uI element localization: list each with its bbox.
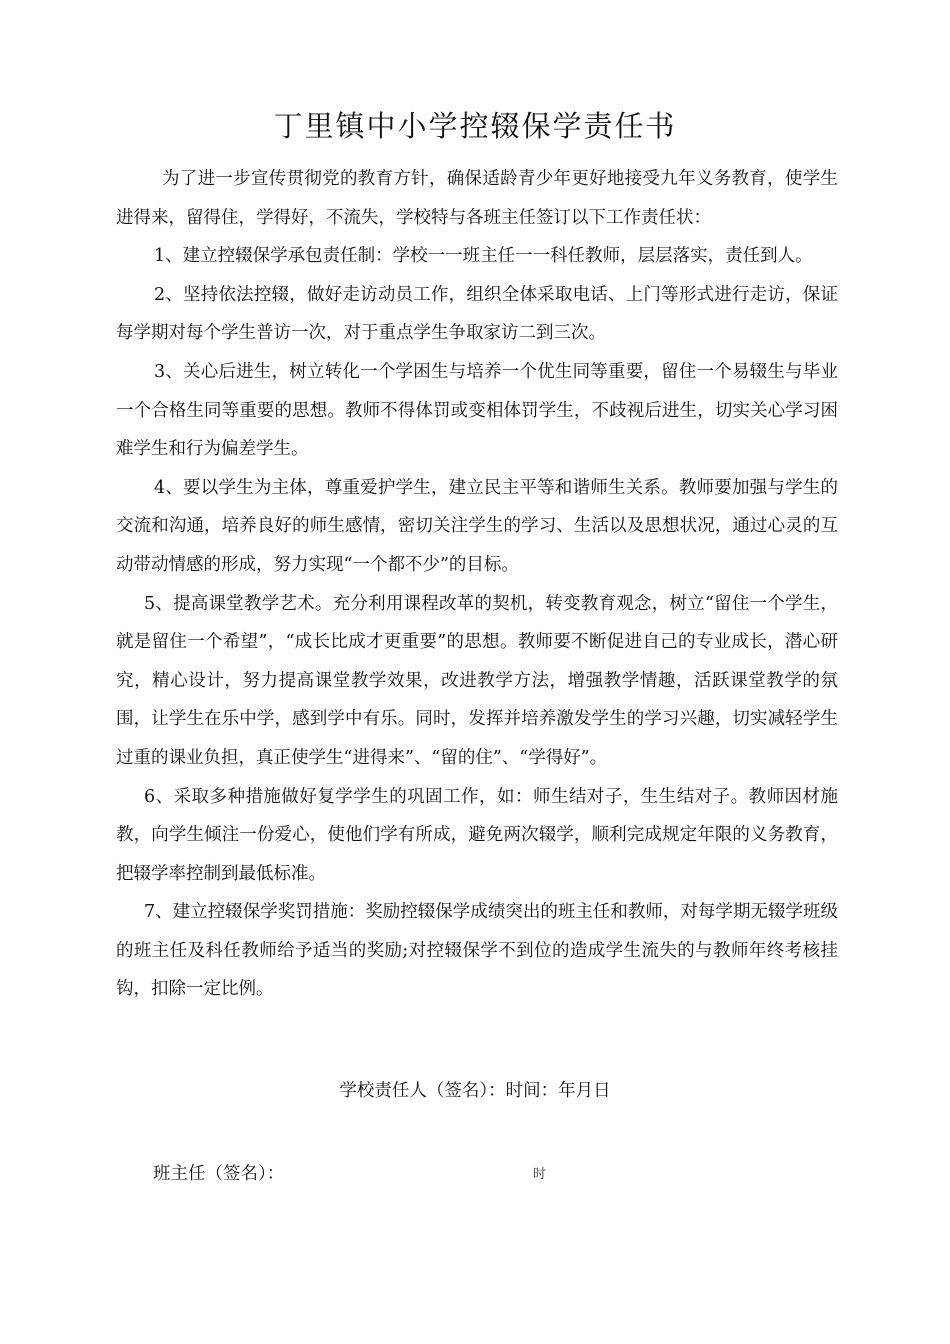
item-paragraph-5: 5、提高课堂教学艺术。充分利用课程改革的契机，转变教育观念，树立“留住一个学生，就是留住一个希望”，“成长比成才更重要”的思想。教师要不断促进自己的专业成长，潜心研究，精心设计，努力提高课堂教学效果，改进教学方法，增强教学情趣，活跃课堂教学的氛围，让学生在乐中学，感到学中有乐。同时，发挥并培养激发学生的学习兴趣，切实减轻学生过重的课业负担，真正使学生“进得来”、“留的住”、“学得好”。 (116, 593, 838, 768)
time-fragment: 时 (533, 1167, 547, 1182)
intro-paragraph: 为了进一步宣传贯彻党的教育方针，确保适龄青少年更好地接受九年义务教育，使学生进得来，留得住，学得好，不流失，学校特与各班主任签订以下工作责任状： (116, 169, 838, 228)
item-paragraph-6: 6、采取多种措施做好复学学生的巩固工作，如：师生结对子，生生结对子。教师因材施教，向学生倾注一份爱心，使他们学有所成，避免两次辍学，顺利完成规定年限的义务教育，把辍学率控制到最低标准。 (116, 786, 838, 884)
document-title: 丁里镇中小学控辍保学责任书 (273, 109, 677, 143)
teacher-signature-line: 班主任（签名）： (153, 1164, 285, 1184)
document-body (116, 160, 838, 1009)
item-paragraph-7: 7、建立控辍保学奖罚措施：奖励控辍保学成绩突出的班主任和教师，对每学期无辍学班级的班主任及科任教师给予适当的奖励;对控辍保学不到位的造成学生流失的与教师年终考核挂钩，扣除一定比例。 (116, 902, 838, 1000)
item-paragraph-2: 2、坚持依法控辍，做好走访动员工作，组织全体采取电话、上门等形式进行走访，保证每学期对每个学生普访一次，对于重点学生争取家访二到三次。 (116, 284, 838, 344)
item-paragraph-1: 1、建立控辍保学承包责任制：学校一一班主任一一科任教师，层层落实，责任到人。 (154, 246, 813, 267)
school-signature-line: 学校责任人（签名）：时间：年月日 (339, 1081, 611, 1101)
item-paragraph-3: 3、关心后进生，树立转化一个学困生与培养一个优生同等重要，留住一个易辍生与毕业一个合格生同等重要的思想。教师不得体罚或变相体罚学生，不歧视后进生，切实关心学习困难学生和行为偏差学生。 (116, 361, 838, 460)
item-paragraph-4: 4、要以学生为主体，尊重爱护学生，建立民主平等和谐师生关系。教师要加强与学生的交流和沟通，培养良好的师生感情，密切关注学生的学习、生活以及思想状况，通过心灵的互动带动情感的形成，努力实现“一个都不少”的目标。 (116, 477, 838, 575)
